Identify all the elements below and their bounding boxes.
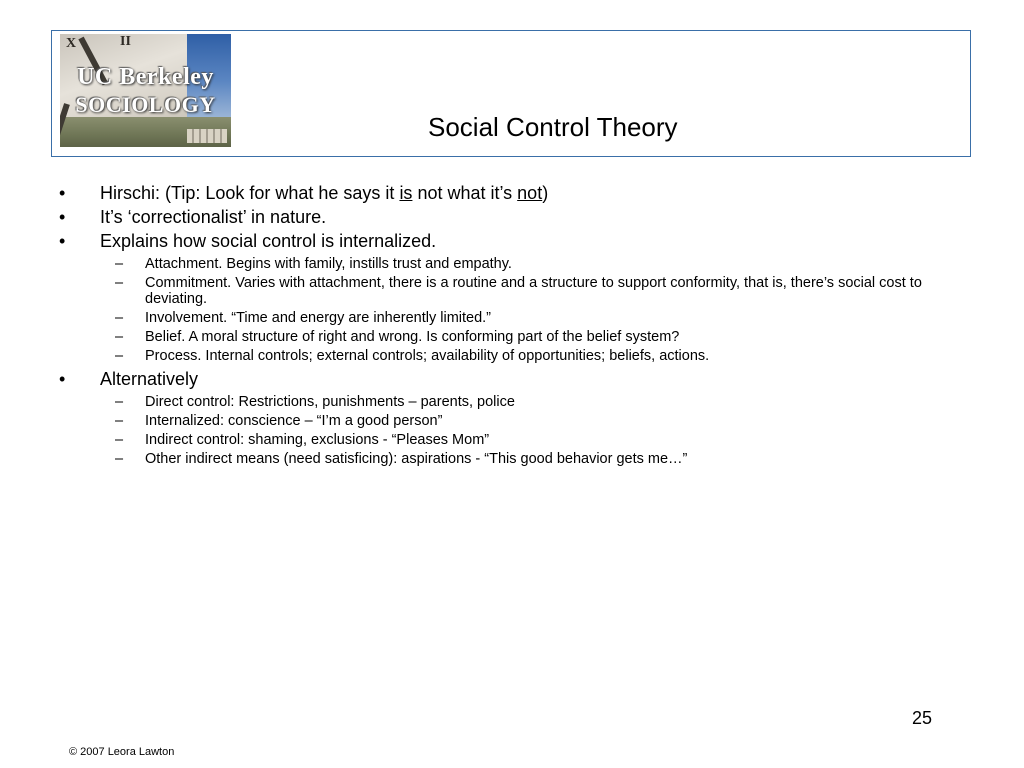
bullet-text: It’s ‘correctionalist’ in nature. bbox=[100, 207, 327, 227]
logo-houses bbox=[187, 129, 227, 143]
bullet-marker: • bbox=[59, 231, 66, 251]
bullet-item bbox=[56, 229, 976, 253]
bullet-text: not what it’s bbox=[412, 183, 518, 203]
sub-bullet-text: Attachment. Begins with family, instills trust and empathy. bbox=[145, 256, 512, 272]
logo-line-2: SOCIOLOGY bbox=[75, 92, 216, 117]
copyright-notice: © 2007 Leora Lawton bbox=[69, 746, 175, 758]
sub-bullet-item bbox=[56, 432, 965, 448]
sub-bullet-item bbox=[56, 275, 965, 307]
logo-line-1: UC Berkeley bbox=[77, 64, 214, 90]
dash-marker: – bbox=[115, 348, 124, 364]
sub-bullet-text: Direct control: Restrictions, punishments – parents, police bbox=[145, 394, 515, 410]
clock-numeral: II bbox=[120, 34, 131, 49]
dash-marker: – bbox=[115, 275, 124, 291]
clock-numeral: X bbox=[66, 36, 77, 51]
dash-marker: – bbox=[115, 394, 124, 410]
bullet-marker: • bbox=[59, 207, 66, 227]
dash-marker: – bbox=[115, 413, 124, 429]
bullet-item bbox=[56, 181, 976, 205]
sub-bullet-text: Involvement. “Time and energy are inherently limited.” bbox=[145, 310, 492, 326]
dash-marker: – bbox=[115, 329, 124, 345]
underlined-word: not bbox=[517, 183, 543, 203]
sub-bullet-text: Other indirect means (need satisficing): aspirations - “This good behavior gets me…” bbox=[145, 451, 688, 467]
sub-bullet-text: Belief. A moral structure of right and wrong. Is conforming part of the belief system? bbox=[145, 329, 680, 345]
bullet-marker: • bbox=[59, 183, 66, 203]
sub-bullet-item bbox=[56, 394, 965, 410]
sub-bullet-item bbox=[56, 329, 965, 345]
underlined-word: is bbox=[399, 183, 413, 203]
dash-marker: – bbox=[115, 451, 124, 467]
dash-marker: – bbox=[115, 256, 124, 272]
sub-bullet-text: Indirect control: shaming, exclusions - “Pleases Mom” bbox=[145, 432, 490, 448]
slide-title: Social Control Theory bbox=[428, 112, 678, 142]
bullet-text: Explains how social control is internalized. bbox=[100, 231, 437, 251]
sub-bullet-text: Process. Internal controls; external controls; availability of opportunities; beliefs, actions. bbox=[145, 348, 710, 364]
bullet-text: Hirschi: (Tip: Look for what he says it bbox=[100, 183, 400, 203]
sub-bullet-text: Commitment. Varies with attachment, there is a routine and a structure to support conformity, that is, there’s social cost to deviating. bbox=[145, 275, 922, 307]
bullet-item bbox=[56, 205, 976, 229]
sub-bullet-text: Internalized: conscience – “I’m a good person” bbox=[145, 413, 443, 429]
sub-bullet-item bbox=[56, 451, 965, 467]
sub-bullet-item bbox=[56, 256, 965, 272]
title-banner bbox=[51, 30, 971, 157]
sub-bullet-item bbox=[56, 413, 965, 429]
bullet-text: ) bbox=[542, 183, 549, 203]
bullet-item bbox=[56, 367, 976, 391]
dash-marker: – bbox=[115, 310, 124, 326]
bullet-marker: • bbox=[59, 369, 66, 389]
page-number: 25 bbox=[912, 708, 933, 728]
bullet-list bbox=[56, 181, 976, 470]
uc-berkeley-sociology-logo bbox=[60, 34, 231, 147]
dash-marker: – bbox=[115, 432, 124, 448]
sub-bullet-item bbox=[56, 310, 965, 326]
bullet-text: Alternatively bbox=[100, 369, 199, 389]
sub-bullet-item bbox=[56, 348, 965, 364]
